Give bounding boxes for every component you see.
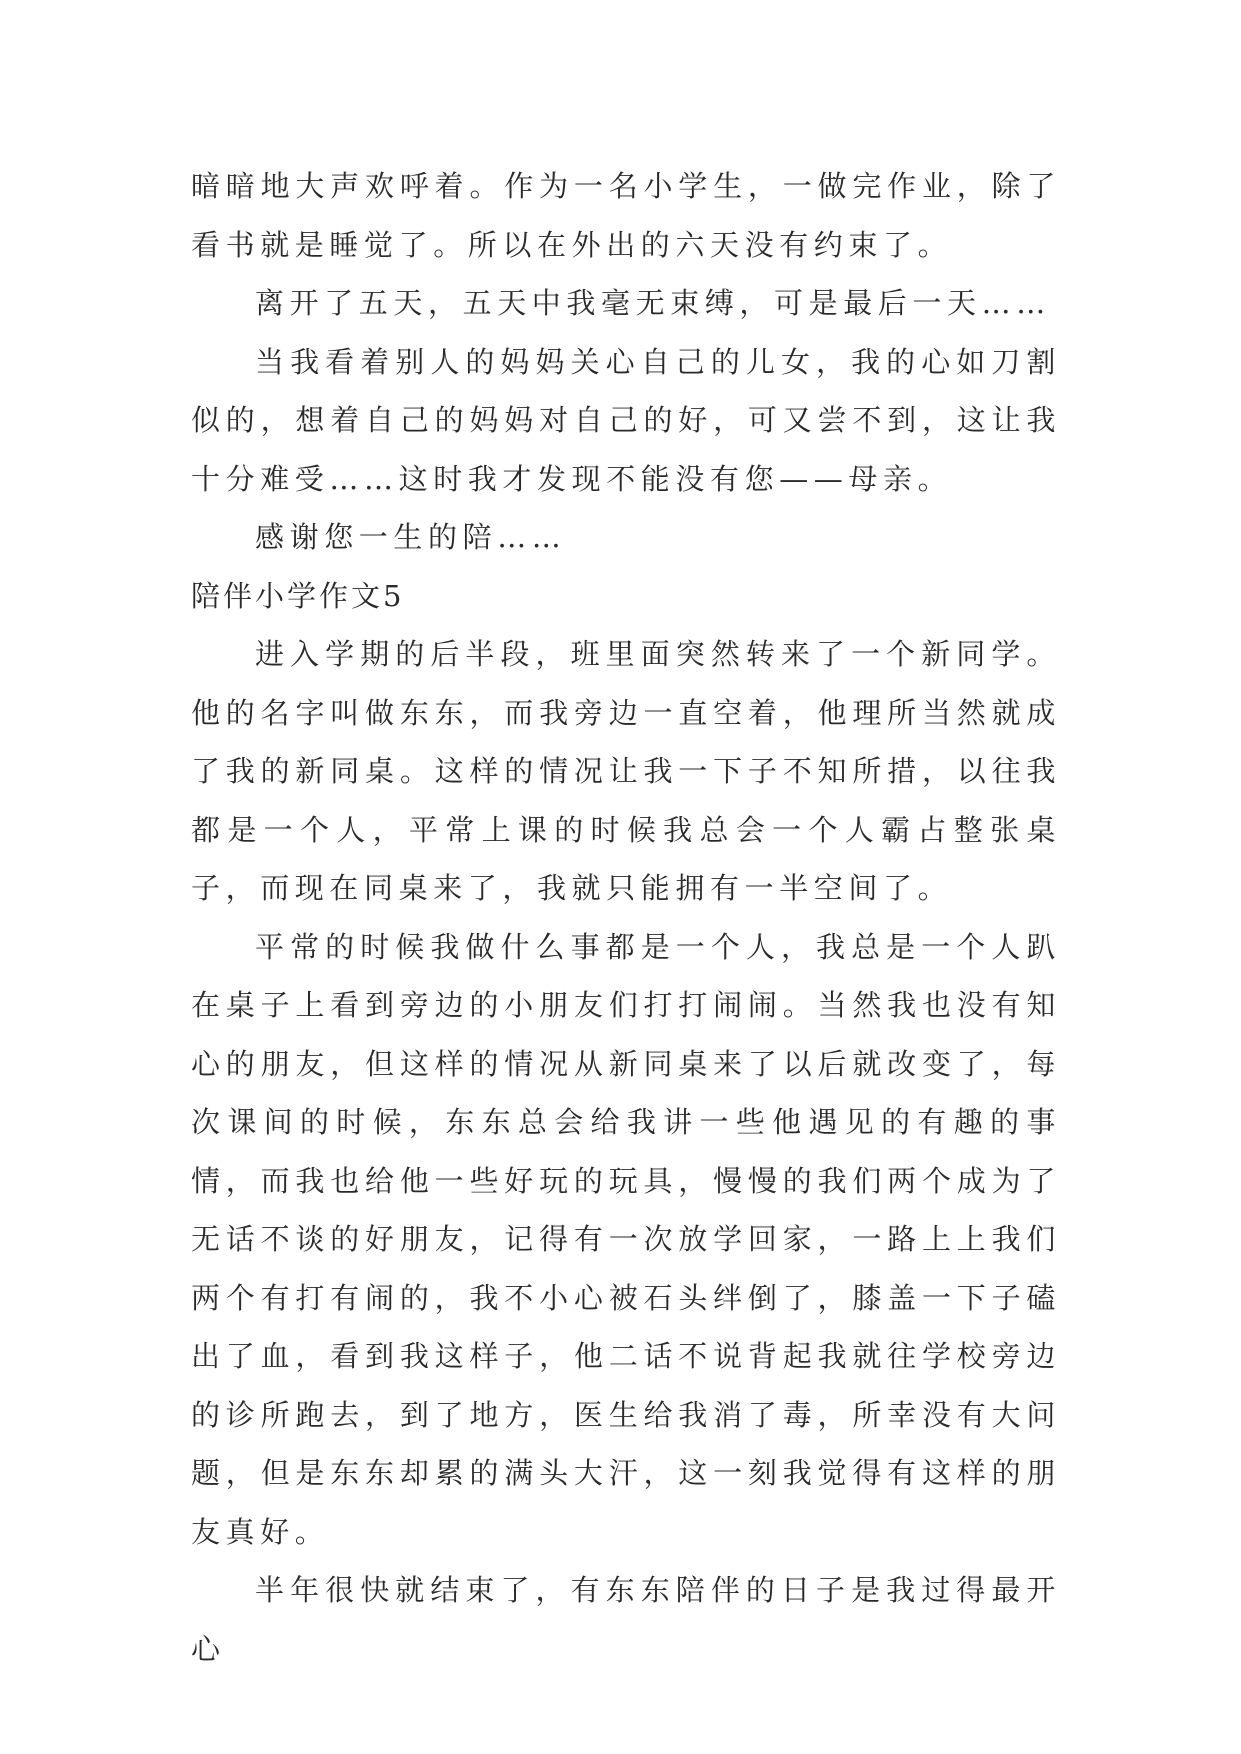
paragraph: 平常的时候我做什么事都是一个人，我总是一个人趴在桌子上看到旁边的小朋友们打打闹闹。当然我也没有知心的朋友，但这样的情况从新同桌来了以后就改变了，每次课间的时候，东东总会给我讲一些他遇见的有趣的事情，而我也给他一些好玩的玩具，慢慢的我们两个成为了无话不谈的好朋友，记得有一次放学回家，一路上上我们两个有打有闹的，我不小心被石头绊倒了，膝盖一下子磕出了血，看到我这样子，他二话不说背起我就往学校旁边的诊所跑去，到了地方，医生给我消了毒，所幸没有大问题，但是东东却累的满头大汗，这一刻我觉得有这样的朋友真好。 xyxy=(191,929,1061,1549)
paragraph-continued: 暗暗地大声欢呼着。作为一名小学生，一做完作业，除了看书就是睡觉了。所以在外出的六天没有约束了。 xyxy=(191,169,1061,262)
paragraph: 感谢您一生的陪…… xyxy=(255,520,567,554)
paragraph-truncated: 半年很快就结束了，有东东陪伴的日子是我过得最开心 xyxy=(191,1573,1061,1666)
section-heading: 陪伴小学作文5 xyxy=(191,578,405,613)
paragraph: 离开了五天，五天中我毫无束缚，可是最后一天…… xyxy=(255,286,1051,320)
essay-text xyxy=(191,157,1061,1678)
paragraph: 当我看着别人的妈妈关心自己的儿女，我的心如刀割似的，想着自己的妈妈对自己的好，可又尝不到，这让我十分难受……这时我才发现不能没有您——母亲。 xyxy=(191,344,1061,496)
paragraph: 进入学期的后半段，班里面突然转来了一个新同学。他的名字叫做东东，而我旁边一直空着，他理所当然就成了我的新同桌。这样的情况让我一下子不知所措，以往我都是一个人，平常上课的时候我总会一个人霸占整张桌子，而现在同桌来了，我就只能拥有一半空间了。 xyxy=(191,637,1061,905)
